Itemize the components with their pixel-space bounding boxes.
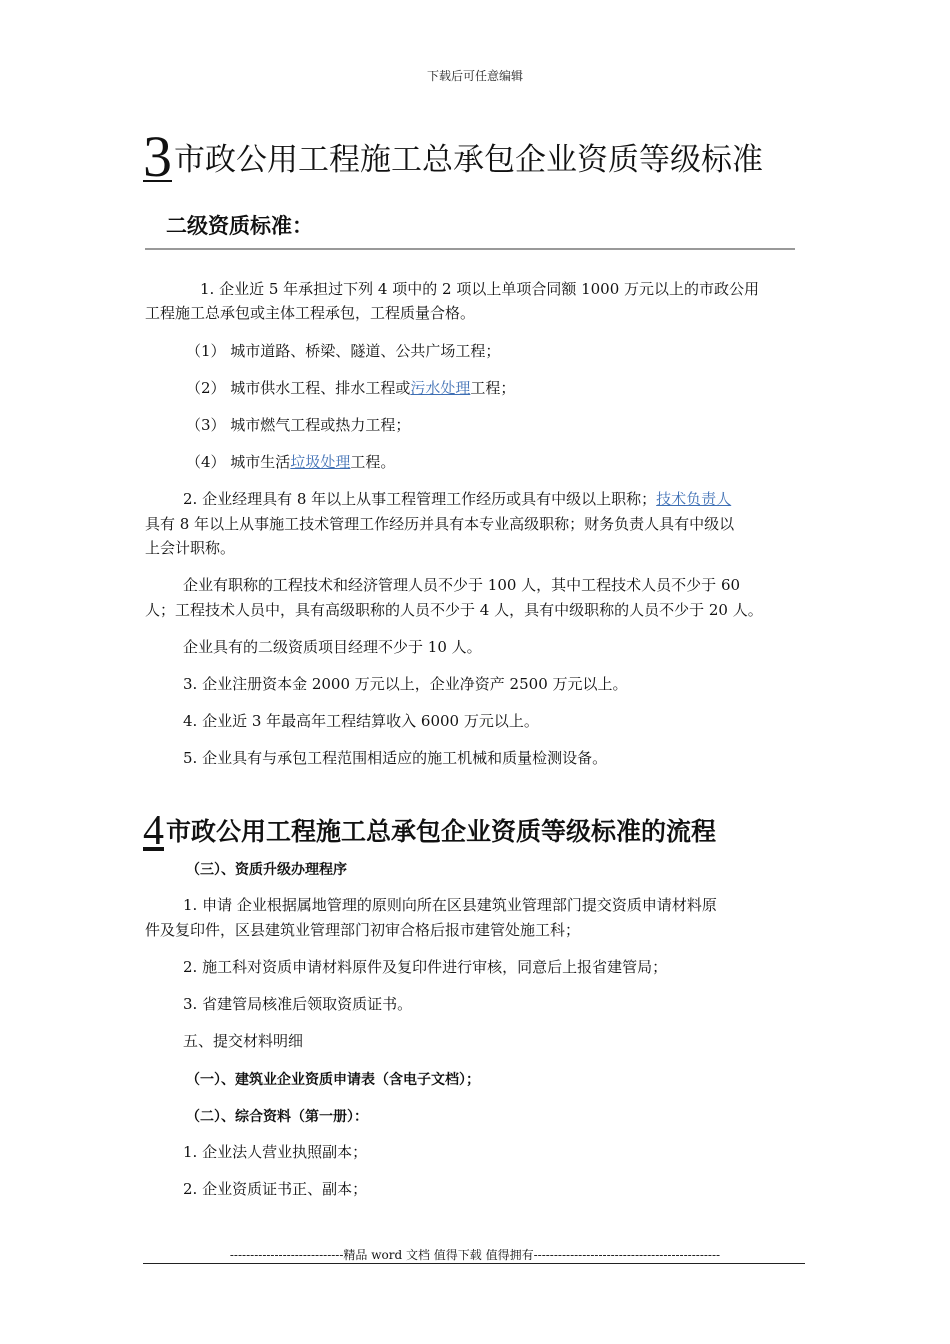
para5: 3. 企业注册资本金 2000 万元以上，企业净资产 2500 万元以上。: [183, 675, 628, 693]
list-item-2: [186, 378, 515, 398]
para2-line1: [183, 489, 731, 509]
list-item-2-post: 工程；: [470, 379, 516, 397]
para3-line1: 企业有职称的工程技术和经济管理人员不少于 100 人，其中工程技术人员不少于 60: [183, 576, 741, 594]
para2-line3: 上会计职称。: [145, 539, 236, 557]
footer-divider: [143, 1263, 805, 1264]
materials-list-2: 2. 企业资质证书正、副本；: [183, 1180, 368, 1198]
materials-item-2: （二）、综合资料（第一册）：: [186, 1109, 368, 1125]
para4: 企业具有的二级资质项目经理不少于 10 人。: [183, 638, 482, 656]
header-note: 下载后可任意编辑: [426, 69, 523, 83]
section-3-number: 3: [143, 124, 172, 189]
section-4-number: 4: [143, 808, 164, 854]
para6: 4. 企业近 3 年最高年工程结算收入 6000 万元以上。: [183, 712, 539, 730]
section-5-title: 五、提交材料明细: [183, 1032, 304, 1050]
para3-line2: 人；工程技术人员中，具有高级职称的人员不少于 4 人，具有中级职称的人员不少于 20 人。: [145, 601, 763, 619]
materials-item-1: （一）、建筑业企业资质申请表（含电子文档）；: [186, 1072, 480, 1088]
list-item-3: （3） 城市燃气工程或热力工程；: [186, 416, 411, 434]
para1-line1: 1. 企业近 5 年承担过下列 4 项中的 2 项以上单项合同额 1000 万元以上的市政公用: [200, 280, 760, 298]
list-item-4-post: 工程。: [350, 453, 396, 471]
step1-line1: 1. 申请 企业根据属地管理的原则向所在区县建筑业管理部门提交资质申请材料原: [183, 896, 717, 914]
para1-line2: 工程施工总承包或主体工程承包，工程质量合格。: [145, 304, 476, 322]
heading-divider: [145, 248, 795, 250]
list-item-1: （1） 城市道路、桥梁、隧道、公共广场工程；: [186, 342, 501, 360]
section-3-title: 市政公用工程施工总承包企业资质等级标准: [174, 142, 763, 178]
materials-list-1: 1. 企业法人营业执照副本；: [183, 1143, 368, 1161]
list-item-4: [186, 452, 395, 472]
section-3-subtitle: 二级资质标准：: [166, 214, 313, 238]
list-item-2-pre: （2） 城市供水工程、排水工程或: [186, 379, 411, 397]
link-technical-director[interactable]: 技术负责人: [656, 490, 732, 508]
section-4-heading: [143, 810, 716, 852]
section-3-heading: [143, 124, 763, 189]
para7: 5. 企业具有与承包工程范围相适应的施工机械和质量检测设备。: [183, 749, 608, 767]
link-garbage-treatment[interactable]: 垃圾处理: [290, 453, 351, 471]
step3: 3. 省建管局核准后领取资质证书。: [183, 995, 413, 1013]
link-sewage-treatment[interactable]: 污水处理: [410, 379, 471, 397]
para2-line2: 具有 8 年以上从事施工技术管理工作经历并具有本专业高级职称；财务负责人具有中级以: [145, 515, 735, 533]
footer-note: ----------------------------精品 word 文档 值得下载 值得拥有----------------------------------------------: [229, 1248, 721, 1262]
section-4-subheading: （三）、资质升级办理程序: [186, 862, 347, 878]
para2-line1-text: 2. 企业经理具有 8 年以上从事工程管理工作经历或具有中级以上职称；: [183, 490, 657, 508]
list-item-4-pre: （4） 城市生活: [186, 453, 291, 471]
step2: 2. 施工科对资质申请材料原件及复印件进行审核，同意后上报省建管局；: [183, 958, 668, 976]
section-4-title: 市政公用工程施工总承包企业资质等级标准的流程: [166, 817, 717, 846]
step1-line2: 件及复印件，区县建筑业管理部门初审合格后报市建管处施工科；: [145, 921, 581, 939]
